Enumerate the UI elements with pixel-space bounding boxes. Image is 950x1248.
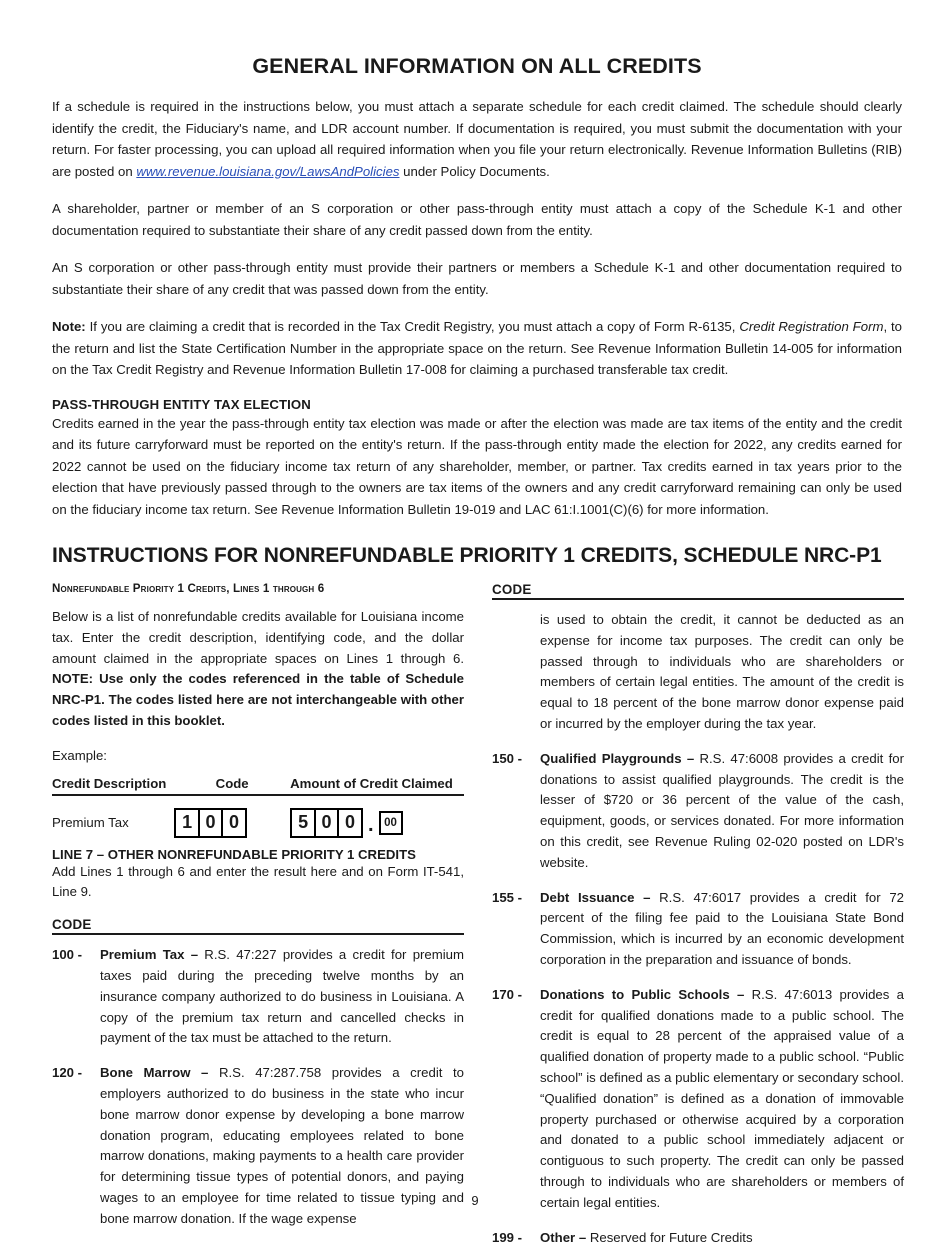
credit-name: Premium Tax – (100, 947, 199, 963)
amount-digit-group (290, 805, 464, 841)
credit-description-body (540, 985, 904, 1214)
credit-text: R.S. 47:227 provides a credit for premium taxes paid during the preceding twelve months by an insurance company authorized to do business in Louisiana. A copy of the premium tax return and cancelled checks in payment of the tax must be attached to the return. (100, 947, 464, 1046)
credit-code-number: 150 - (492, 750, 523, 766)
credit-name: Donations to Public Schools – (540, 986, 745, 1002)
credit-text: Reserved for Future Credits (586, 1229, 753, 1245)
amount-digit-3: 0 (337, 808, 363, 838)
credit-description-body (540, 888, 904, 971)
header-code: Code (174, 776, 290, 795)
page-title: GENERAL INFORMATION ON ALL CREDITS (252, 54, 702, 78)
credit-entry-150 (492, 749, 904, 874)
credit-code-number: 155 - (492, 889, 523, 905)
continuation-spacer (492, 610, 540, 735)
general-info-paragraph-2: A shareholder, partner or member of an S corporation or other pass-through entity must attach a copy of the Schedule K-1 and other documentation required to substantiate their share of any credit passed down from the entity. (52, 201, 902, 238)
laws-and-policies-link[interactable]: www.revenue.louisiana.gov/LawsAndPolicies (136, 163, 400, 179)
left-code-header: CODE (52, 917, 464, 935)
line7-body: Add Lines 1 through 6 and enter the result here and on Form IT-541, Line 9. (52, 863, 464, 900)
credit-text: R.S. 47:6008 provides a credit for donations to assist qualified playgrounds. The credit is the lesser of $720 or 36 percent of the value of the cash, equipment, goods, or services donated. For more information on this credit, see Revenue Ruling 02-020 posted on LDR's website. (540, 750, 904, 870)
right-column (492, 582, 904, 1248)
example-label: Example: (52, 747, 107, 763)
cell-amount-boxes (290, 795, 464, 841)
instructions-intro-paragraph (52, 607, 464, 732)
credit-name: Qualified Playgrounds – (540, 750, 695, 766)
code-digit-3: 0 (221, 808, 247, 838)
credit-code-number: 199 - (492, 1229, 523, 1245)
left-column-subheading: Nonrefundable Priority 1 Credits, Lines 1 through 6 (52, 582, 325, 595)
credit-name: Other – (540, 1229, 587, 1245)
credit-entry-120-continuation (492, 610, 904, 735)
page-number: 9 (471, 1193, 479, 1208)
line7-heading: LINE 7 – OTHER NONREFUNDABLE PRIORITY 1 CREDITS (52, 846, 416, 862)
credit-entry-199 (492, 1228, 904, 1248)
credit-entry-100 (52, 945, 464, 1049)
credit-code-number: 170 - (492, 986, 523, 1002)
two-column-layout (52, 582, 905, 1248)
credit-continuation-text: is used to obtain the credit, it cannot be deducted as an expense for income tax purposes. The credit can only be passed through to individuals who are shareholders or members of certain legal entities. The amount of the credit is equal to 18 percent of the bone marrow donor expense paid or incurred by the employer during the tax year. (540, 612, 904, 731)
pass-through-body: Credits earned in the year the pass-through entity tax election was made or after the election was made are tax items of the entity and the credit and its future carryforward must be reported on the entity's return. If the pass-through entity made the election for 2022, any credits earned for 2022 cannot be used on the fiduciary income tax return of any shareholder, member, or partner. Tax credits earned in tax years prior to the election that have previously passed through to the owners are tax items of the owners and any credit carryforward remaining can only be used on the fiduciary income tax return. See Revenue Information Bulletin 19-019 and LAC 61:I.1001(C)(6) for more information. (52, 415, 902, 517)
credit-code-number: 100 - (52, 947, 83, 963)
general-info-paragraph-1 (52, 96, 902, 182)
credit-text: R.S. 47:287.758 provides a credit to employers authorized to do business in the state who incur bone marrow donor expense by developing a bone marrow donation program, educating employees related to bone marrow donations, making payments to a health care provider for determining tissue types of potential donors, and paying wages to an employee for time related to tissue typing and bone marrow donation. If the wage expense (100, 1065, 465, 1226)
paragraph-text-part-2: under Policy Documents. (399, 163, 550, 179)
credit-entry-170 (492, 985, 904, 1214)
code-digit-group (174, 808, 290, 838)
note-text-part-2: , to the return and list the State Certification Number in the appropriate space on the return. See Revenue Information Bulletin 14-005 for information on the Tax Credit Registry and Revenue Information Bulletin 17-008 for claiming a purchased transferable tax credit. (52, 319, 903, 377)
example-table (52, 776, 464, 841)
credit-description-body (100, 945, 464, 1049)
credit-code-number: 120 - (52, 1065, 83, 1081)
code-digit-2: 0 (198, 808, 224, 838)
credit-name: Debt Issuance – (540, 889, 651, 905)
general-info-paragraph-3: An S corporation or other pass-through entity must provide their partners or members a Schedule K-1 and other documentation required to substantiate their share of any credit that was passed down from the entity. (52, 260, 902, 297)
header-amount-of-credit-claimed: Amount of Credit Claimed (290, 776, 464, 795)
credit-text: R.S. 47:6017 provides a credit for 72 percent of the filing fee paid to the Louisiana State Bond Commission, which is incurred by an economic development corporation in the preparation and issuance of bonds. (540, 889, 905, 967)
example-table-header-row (52, 776, 464, 795)
right-code-header: CODE (492, 582, 904, 600)
decimal-separator: . (367, 813, 374, 836)
credit-entry-155 (492, 888, 904, 971)
general-info-note (52, 316, 902, 381)
pass-through-heading: PASS-THROUGH ENTITY TAX ELECTION (52, 396, 311, 412)
left-column (52, 582, 464, 1230)
paragraph-text-part-1: If a schedule is required in the instructions below, you must attach a separate schedule for each credit claimed. The schedule should clearly identify the credit, the Fiduciary's name, and LDR account number. If documentation is required, you must submit the documentation with your return. For faster processing, you can upload all required information when you file your return electronically. Revenue Information Bulletins (RIB) are posted on (52, 99, 902, 179)
note-label: Note: (52, 319, 86, 334)
amount-cents: 00 (379, 811, 403, 835)
cell-credit-description: Premium Tax (52, 815, 129, 831)
instructions-section-title: INSTRUCTIONS FOR NONREFUNDABLE PRIORITY 1 CREDITS, SCHEDULE NRC-P1 (52, 544, 882, 567)
intro-plain-text: Below is a list of nonrefundable credits available for Louisiana income tax. Enter the credit description, identifying code, and the dollar amount claimed in the appropriate spaces on Lines 1 through 6. (52, 609, 464, 666)
credit-description-body (540, 1228, 904, 1248)
credit-description-body (540, 749, 904, 874)
cell-code-boxes (174, 795, 290, 841)
amount-digit-1: 5 (290, 808, 316, 838)
credit-text: R.S. 47:6013 provides a credit for qualified donations made to a public school. The credit is equal to 28 percent of the appraised value of a qualified donation of property made to a public school. “Public school” is defined as a public elementary or secondary school. “Qualified donation” is defined as a donation of immovable property purchased or otherwise acquired by a corporation and donated to a public school immediately adjacent or contiguous to such property. The credit can only be passed through to individuals who are shareholders or members of certain legal entities. (540, 986, 904, 1210)
code-digit-1: 1 (174, 808, 200, 838)
example-table-row (52, 795, 464, 841)
credit-name: Bone Marrow – (100, 1065, 209, 1081)
note-form-name: Credit Registration Form (739, 319, 884, 334)
header-credit-description: Credit Description (52, 776, 174, 795)
note-text-part-1: If you are claiming a credit that is recorded in the Tax Credit Registry, you must attach a copy of Form R-6135, (85, 319, 740, 334)
intro-bold-note: NOTE: Use only the codes referenced in the table of Schedule NRC-P1. The codes listed here are not interchangeable with other codes listed in this booklet. (52, 671, 464, 728)
amount-digit-2: 0 (314, 808, 340, 838)
